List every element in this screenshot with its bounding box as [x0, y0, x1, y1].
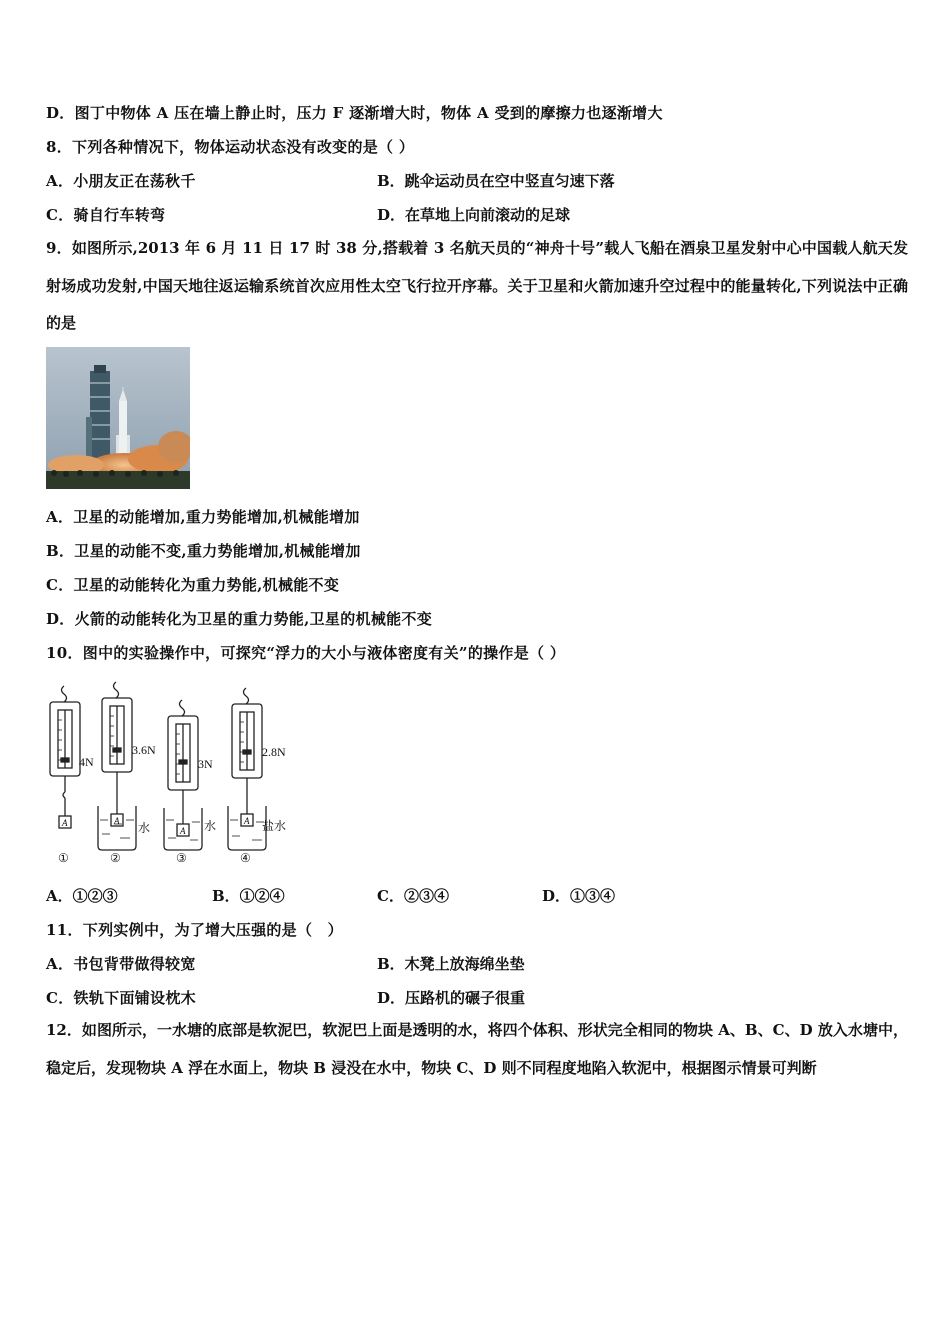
q9-option-c: C．卫星的动能转化为重力势能,机械能不变 — [46, 576, 340, 594]
liquid-label-2: 水 — [138, 821, 151, 835]
q7-option-d: D．图丁中物体 A 压在墙上静止时，压力 F 逐渐增大时，物体 A 受到的摩擦力也逐渐增大 — [46, 104, 663, 122]
figure-label-2: ② — [110, 851, 121, 865]
block-a-1: A — [62, 818, 68, 828]
reading-2: 3.6N — [132, 743, 156, 757]
q8-option-d: D．在草地上向前滚动的足球 — [377, 206, 571, 224]
q10-option-b: B．①②④ — [212, 887, 285, 905]
q9-option-d: D．火箭的动能转化为卫星的重力势能,卫星的机械能不变 — [46, 610, 433, 628]
q11-stem: 11．下列实例中，为了增大压强的是（ ） — [46, 921, 343, 939]
spring-scale-diagram — [44, 680, 304, 866]
q12-stem: 12．如图所示，一水塘的底部是软泥巴，软泥巴上面是透明的水，将四个体积、形状完全相同的物块 A、B、C、D 放入水塘中，稳定后，发现物块 A 浮在水面上，物块 B 浸没在水中，物块 C、D 则不同程度地陷入软泥中，根据图示情景可判断 — [46, 1021, 908, 1077]
q11-option-c: C．铁轨下面铺设枕木 — [46, 989, 196, 1007]
figure-label-3: ③ — [176, 851, 187, 865]
q9-stem: 9．如图所示,2013 年 6 月 11 日 17 时 38 分,搭载着 3 名航天员的“神舟十号”载人飞船在酒泉卫星发射中心中国载人航天发射场成功发射,中国天地往返运输系统首次应用性太空飞行拉开序幕。关于卫星和火箭加速升空过程中的能量转化,下列说法中正确的是 — [46, 239, 908, 332]
block-a-3: A — [180, 826, 186, 836]
q8-stem: 8．下列各种情况下，物体运动状态没有改变的是（ ） — [46, 138, 415, 156]
block-a-4: A — [244, 816, 250, 826]
q11-option-b: B．木凳上放海绵坐垫 — [377, 955, 525, 973]
q10-option-c: C．②③④ — [377, 887, 449, 905]
liquid-label-4: 盐水 — [262, 819, 287, 833]
q10-option-a: A．①②③ — [46, 887, 118, 905]
figure-label-1: ① — [58, 851, 69, 865]
reading-1: 4N — [79, 755, 94, 769]
q9-option-a: A．卫星的动能增加,重力势能增加,机械能增加 — [46, 508, 360, 526]
figure-label-4: ④ — [240, 851, 251, 865]
q8-option-b: B．跳伞运动员在空中竖直匀速下落 — [377, 172, 615, 190]
q9-option-b: B．卫星的动能不变,重力势能增加,机械能增加 — [46, 542, 361, 560]
reading-3: 3N — [198, 757, 213, 771]
q11-option-d: D．压路机的碾子很重 — [377, 989, 526, 1007]
q8-option-c: C．骑自行车转弯 — [46, 206, 166, 224]
q10-option-d: D．①③④ — [542, 887, 616, 905]
block-a-2: A — [114, 816, 120, 826]
rocket-launch-photo — [46, 347, 190, 489]
q10-stem: 10．图中的实验操作中，可探究“浮力的大小与液体密度有关”的操作是（ ） — [46, 644, 566, 662]
q8-option-a: A．小朋友正在荡秋千 — [46, 172, 196, 190]
liquid-label-3: 水 — [204, 819, 217, 833]
spring-scale-1 — [50, 686, 80, 828]
reading-4: 2.8N — [262, 745, 286, 759]
q11-option-a: A．书包背带做得较宽 — [46, 955, 196, 973]
